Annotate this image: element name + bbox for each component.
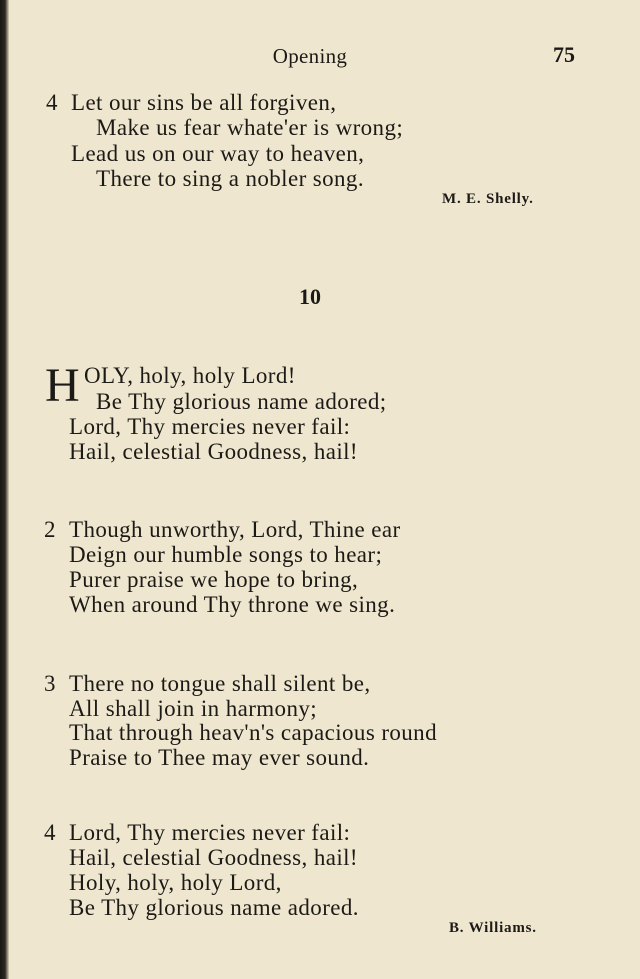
verse-line: OLY, holy, holy Lord!	[84, 363, 296, 388]
verse-line: When around Thy throne we sing.	[69, 592, 396, 617]
author-attribution: M. E. Shelly.	[442, 191, 534, 207]
verse-line: Holy, holy, holy Lord,	[69, 870, 282, 895]
verse-number: 4	[44, 820, 56, 845]
verse-line: Hail, celestial Goodness, hail!	[69, 845, 358, 870]
verse-line: Though unworthy, Lord, Thine ear	[69, 517, 401, 542]
verse-line: All shall join in harmony;	[69, 696, 318, 721]
verse-number: 4	[46, 90, 58, 115]
verse-line: Purer praise we hope to bring,	[69, 567, 359, 592]
verse-line: Lead us on our way to heaven,	[71, 141, 365, 166]
verse-line: There to sing a nobler song.	[96, 166, 364, 191]
verse-line: Hail, celestial Goodness, hail!	[69, 439, 358, 464]
page-number: 75	[553, 42, 575, 67]
verse-line: Praise to Thee may ever sound.	[69, 745, 370, 770]
hymn-number: 10	[299, 284, 321, 309]
verse-line: Be Thy glorious name adored;	[96, 389, 387, 414]
drop-cap: H	[45, 359, 80, 412]
author-attribution: B. Williams.	[449, 920, 537, 936]
verse-line: There no tongue shall silent be,	[69, 671, 371, 696]
verse-line: Lord, Thy mercies never fail:	[69, 414, 351, 439]
verse-line: That through heav'n's capacious round	[69, 720, 437, 745]
verse-line: Deign our humble songs to hear;	[69, 542, 383, 567]
verse-line: Let our sins be all forgiven,	[71, 90, 337, 115]
verse-line: Be Thy glorious name adored.	[69, 895, 359, 920]
verse-line: Make us fear whate'er is wrong;	[96, 115, 404, 140]
page-header-title: Opening	[272, 44, 348, 68]
verse-number: 2	[44, 517, 56, 542]
verse-number: 3	[44, 671, 56, 696]
verse-line: Lord, Thy mercies never fail:	[69, 820, 351, 845]
book-spine-edge	[0, 0, 9, 979]
